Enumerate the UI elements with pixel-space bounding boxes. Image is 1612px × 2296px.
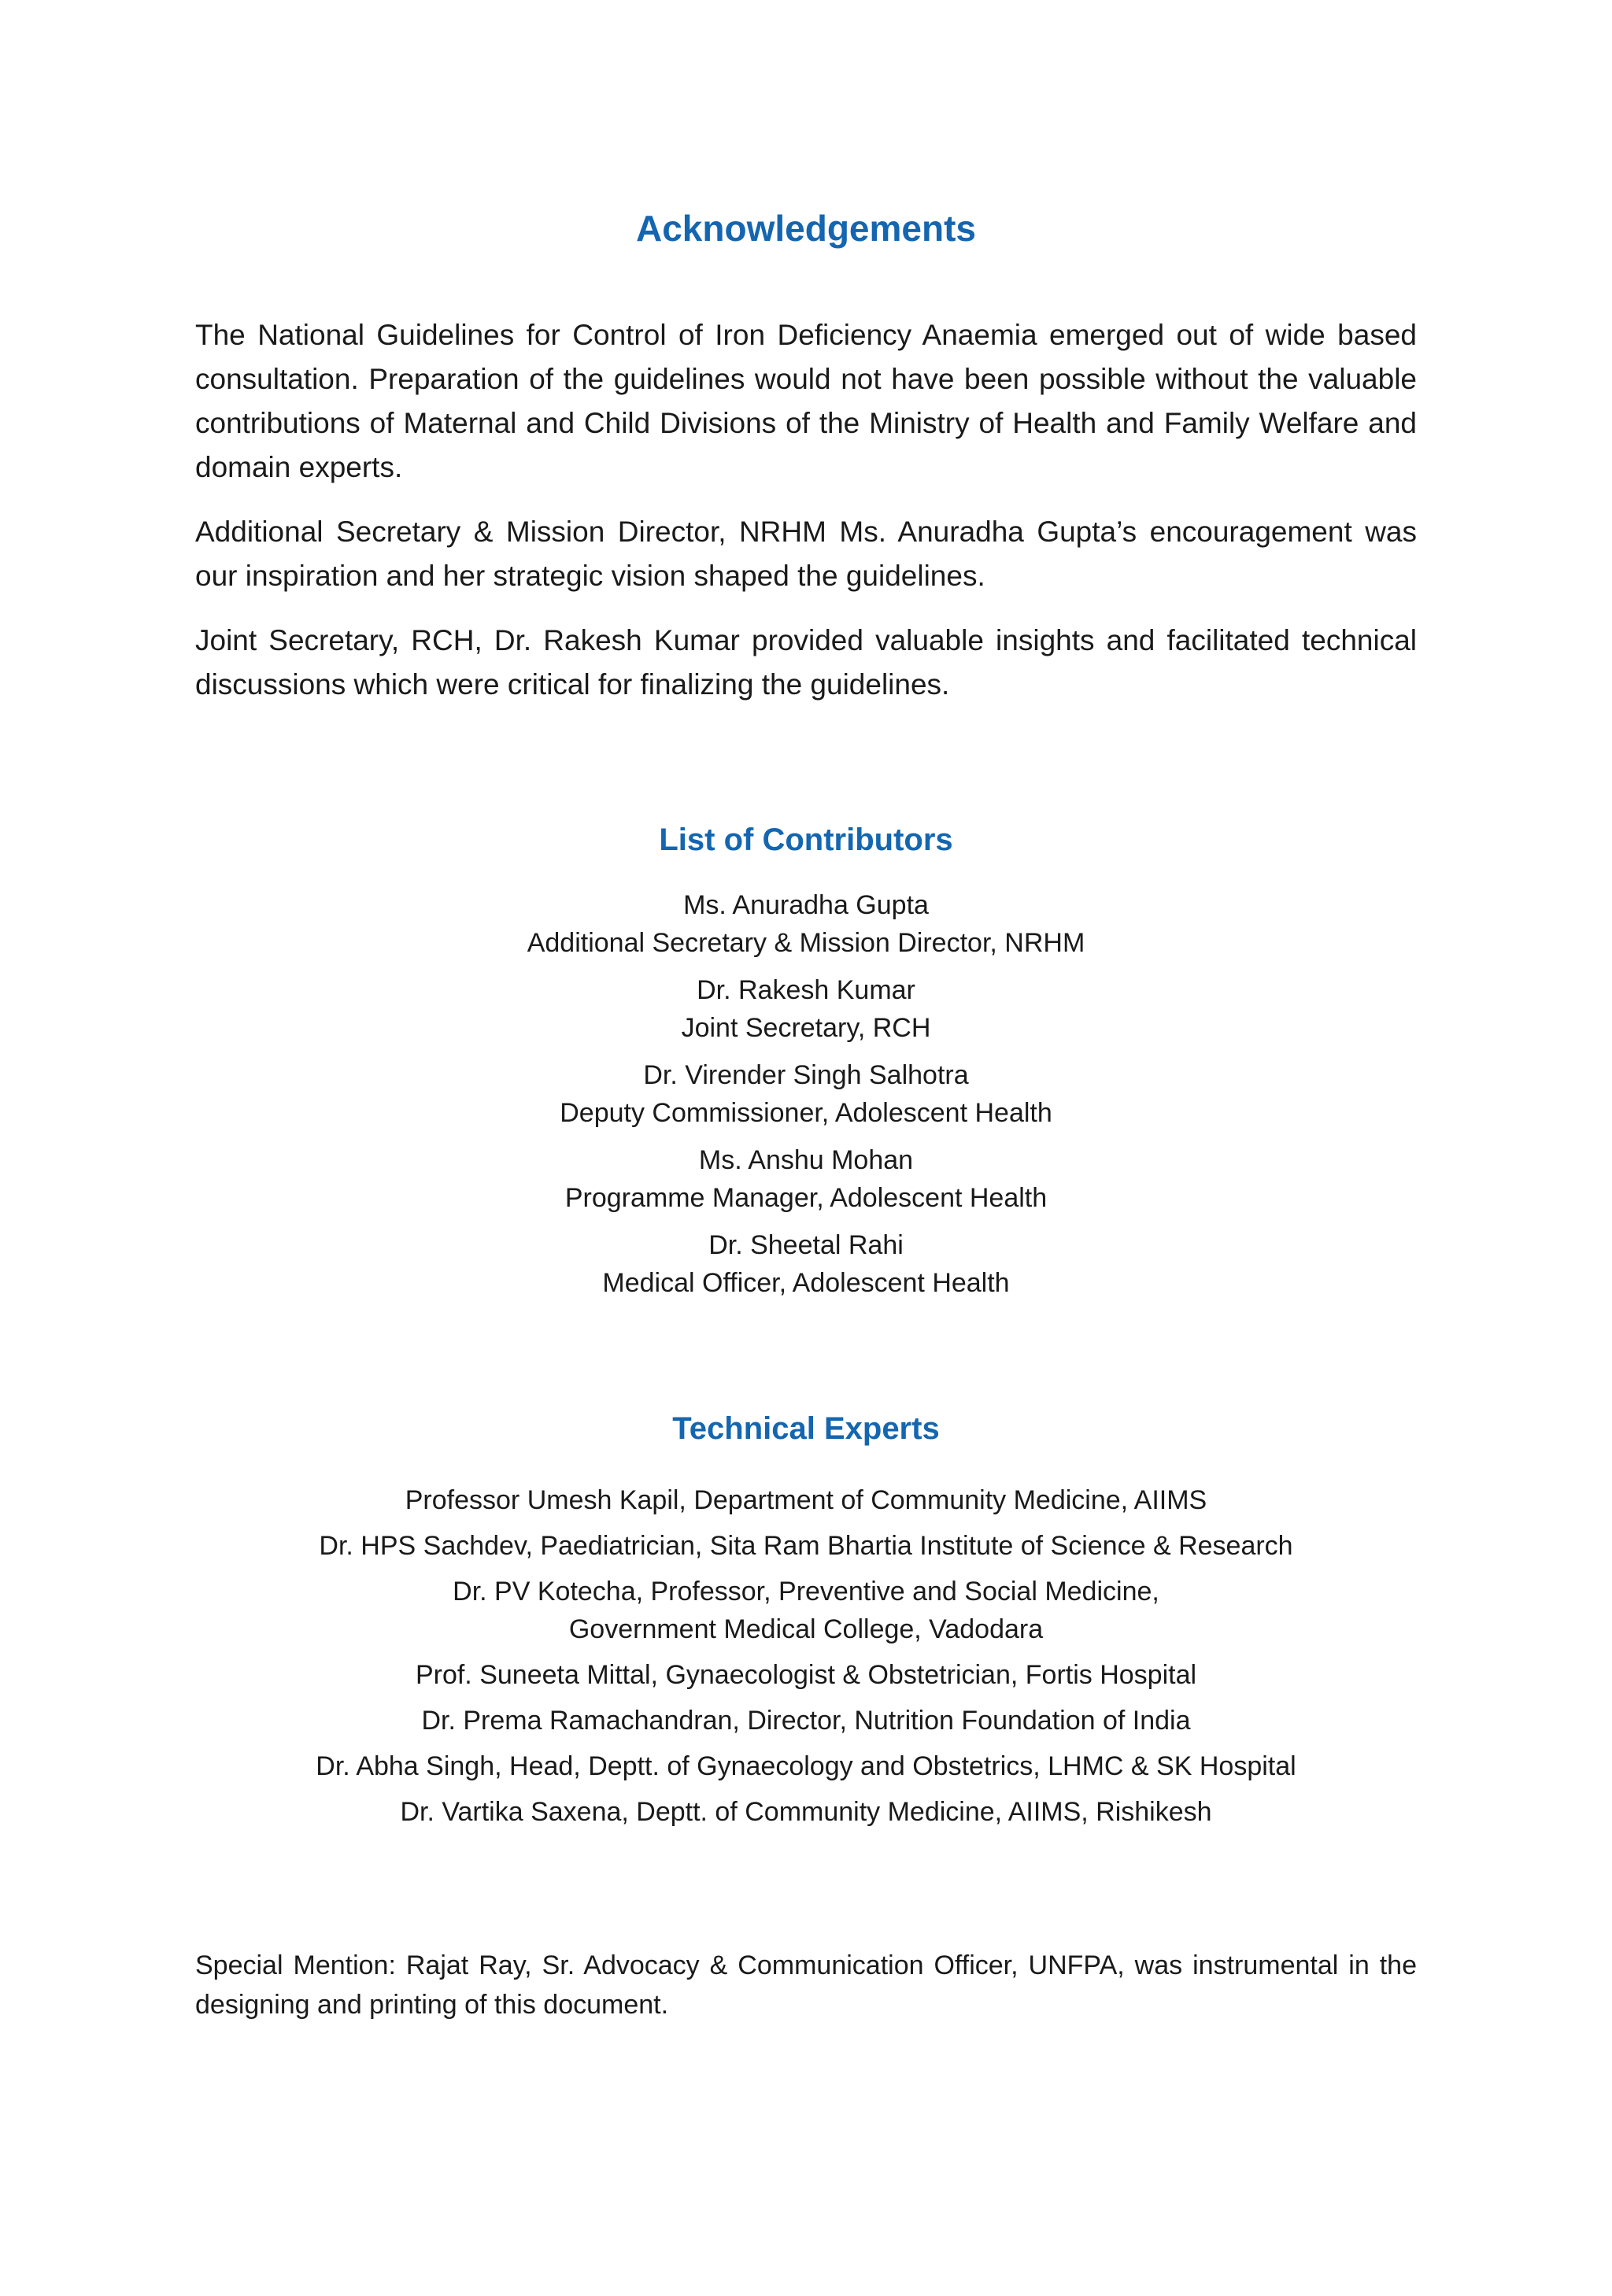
contributor-item [195,1141,1417,1217]
expert-line: Dr. PV Kotecha, Professor, Preventive and Social Medicine, [453,1577,1159,1606]
contributor-name: Dr. Rakesh Kumar [697,975,915,1005]
intro-paragraph: The National Guidelines for Control of Iron Deficiency Anaemia emerged out of wide based consultation. Preparation of the guidelines would not have been possible without the valuable contributions of Maternal and Child Divisions of the Ministry of Health and Family Welfare and domain experts. [195,319,1417,483]
contributor-name: Dr. Sheetal Rahi [708,1230,904,1260]
contributor-item [195,971,1417,1047]
technical-experts-heading: Technical Experts [672,1411,940,1446]
contributor-role: Additional Secretary & Mission Director, NRHM [527,928,1085,958]
expert-line: Dr. Abha Singh, Head, Deptt. of Gynaecology and Obstetrics, LHMC & SK Hospital [316,1751,1296,1781]
expert-item [195,1747,1417,1785]
contributor-role: Deputy Commissioner, Adolescent Health [560,1098,1052,1128]
contributor-role: Medical Officer, Adolescent Health [602,1268,1010,1298]
contributor-name: Ms. Anuradha Gupta [683,890,929,920]
expert-item [195,1793,1417,1831]
contributor-item [195,886,1417,962]
contributor-item [195,1226,1417,1302]
expert-line: Dr. Prema Ramachandran, Director, Nutrition Foundation of India [421,1706,1191,1736]
expert-item [195,1481,1417,1519]
contributor-role: Joint Secretary, RCH [681,1013,931,1043]
expert-item [195,1702,1417,1740]
expert-line-continued: Government Medical College, Vadodara [568,1614,1044,1644]
expert-line: Prof. Suneeta Mittal, Gynaecologist & Obstetrician, Fortis Hospital [415,1660,1197,1690]
contributor-item [195,1056,1417,1132]
contributor-role: Programme Manager, Adolescent Health [564,1183,1048,1213]
page-title: Acknowledgements [636,208,976,249]
intro-paragraph: Joint Secretary, RCH, Dr. Rakesh Kumar provided valuable insights and facilitated technical discussions which were critical for finalizing the guidelines. [195,624,1417,701]
contributor-name: Ms. Anshu Mohan [698,1145,914,1175]
contributors-list [195,886,1417,1311]
technical-experts-list [195,1481,1417,1839]
expert-line: Dr. HPS Sachdev, Paediatrician, Sita Ram Bhartia Institute of Science & Research [319,1531,1293,1561]
intro-paragraph: Additional Secretary & Mission Director, NRHM Ms. Anuradha Gupta’s encouragement was our inspiration and her strategic vision shaped the guidelines. [195,516,1417,592]
expert-line: Professor Umesh Kapil, Department of Community Medicine, AIIMS [405,1485,1207,1515]
expert-item [195,1527,1417,1565]
special-mention: Special Mention: Rajat Ray, Sr. Advocacy & Communication Officer, UNFPA, was instrumental in the designing and printing of this document. [195,1950,1417,2020]
contributors-heading: List of Contributors [659,823,953,857]
expert-item [195,1656,1417,1694]
expert-line: Dr. Vartika Saxena, Deptt. of Community Medicine, AIIMS, Rishikesh [400,1797,1212,1827]
contributor-name: Dr. Virender Singh Salhotra [643,1060,969,1090]
expert-item [195,1573,1417,1648]
intro-section [195,313,1417,727]
